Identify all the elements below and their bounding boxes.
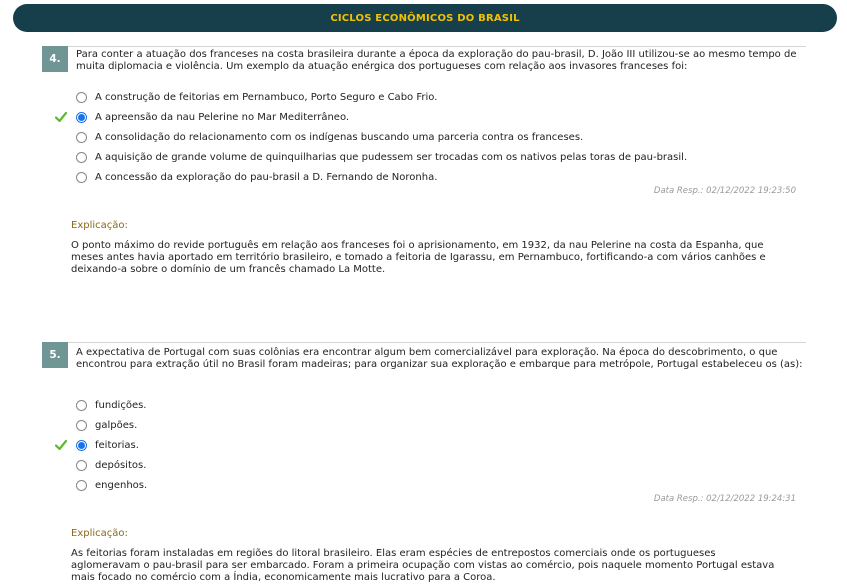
option-label: A consolidação do relacionamento com os indígenas buscando uma parceria contra os franceses.: [95, 131, 584, 143]
radio-button-selected[interactable]: [76, 440, 87, 451]
correct-check-icon: [55, 439, 67, 451]
option-label: A aquisição de grande volume de quinquilharias que pudessem ser trocadas com os nativos pelas toras de pau-brasil.: [95, 151, 688, 163]
page-header: [13, 4, 837, 32]
question-number-badge: 4.: [42, 46, 68, 72]
radio-button[interactable]: [76, 172, 87, 183]
question-text: Para conter a atuação dos franceses na costa brasileira durante a época da exploração do pau-brasil, D. João III utilizou-se ao mesmo tempo de muita diplomacia e violência. Um exemplo da atuação enérgica dos portugueses com relação aos invasores franceses foi:: [76, 49, 797, 72]
option-a[interactable]: [76, 89, 437, 105]
option-label: galpões.: [95, 419, 138, 431]
answer-timestamp: Data Resp.: 02/12/2022 19:23:50: [653, 186, 796, 196]
radio-button[interactable]: [76, 460, 87, 471]
radio-button[interactable]: [76, 152, 87, 163]
option-label: fundições.: [95, 399, 147, 411]
radio-button[interactable]: [76, 420, 87, 431]
question-divider: [68, 342, 806, 343]
option-c[interactable]: [76, 437, 139, 453]
question-number-badge: 5.: [42, 342, 68, 368]
radio-button[interactable]: [76, 132, 87, 143]
radio-button[interactable]: [76, 92, 87, 103]
option-a[interactable]: [76, 397, 146, 413]
option-e[interactable]: [76, 477, 147, 493]
explanation-text: O ponto máximo do revide português em relação aos franceses foi o aprisionamento, em 1932, da nau Pelerine na costa da Espanha, que meses antes havia aportado em território brasileiro, e tomado a feitoria de Igarassu, em Pernambuco, fortificando-a com vários canhões e deixando-a sobre o domínio de um francês chamado La Motte.: [71, 240, 766, 275]
option-label: A concessão da exploração do pau-brasil a D. Fernando de Noronha.: [95, 171, 438, 183]
option-label: A construção de feitorias em Pernambuco, Porto Seguro e Cabo Frio.: [95, 91, 438, 103]
option-d[interactable]: [76, 149, 687, 165]
option-c[interactable]: [76, 129, 583, 145]
correct-check-icon: [55, 111, 67, 123]
option-b[interactable]: [76, 417, 137, 433]
explanation-text: As feitorias foram instaladas em regiões do litoral brasileiro. Elas eram espécies de entrepostos comerciais onde os portugueses aglomeravam o pau-brasil para ser embarcado. Foram a primeira ocupação com vistas ao comércio, pois naquele momento Portugal estava mais focado no comércio com a Índia, economicamente mais lucrativo para a Coroa.: [71, 548, 775, 583]
question-divider: [68, 46, 806, 47]
page-title: CICLOS ECONÔMICOS DO BRASIL: [330, 12, 520, 24]
radio-button[interactable]: [76, 400, 87, 411]
option-e[interactable]: [76, 169, 437, 185]
explanation-label: Explicação:: [71, 528, 128, 539]
radio-button[interactable]: [76, 480, 87, 491]
option-label: feitorias.: [95, 439, 139, 451]
option-b[interactable]: [76, 109, 349, 125]
option-label: engenhos.: [95, 479, 148, 491]
option-label: A apreensão da nau Pelerine no Mar Mediterrâneo.: [95, 111, 350, 123]
option-d[interactable]: [76, 457, 146, 473]
option-label: depósitos.: [95, 459, 147, 471]
radio-button-selected[interactable]: [76, 112, 87, 123]
answer-timestamp: Data Resp.: 02/12/2022 19:24:31: [653, 494, 796, 504]
question-text: A expectativa de Portugal com suas colônias era encontrar algum bem comercializável para exploração. Na época do descobrimento, o que encontrou para extração útil no Brasil foram madeiras; para organizar sua exploração e embarque para metrópole, Portugal estabeleceu os (as):: [76, 347, 803, 370]
explanation-label: Explicação:: [71, 220, 128, 231]
